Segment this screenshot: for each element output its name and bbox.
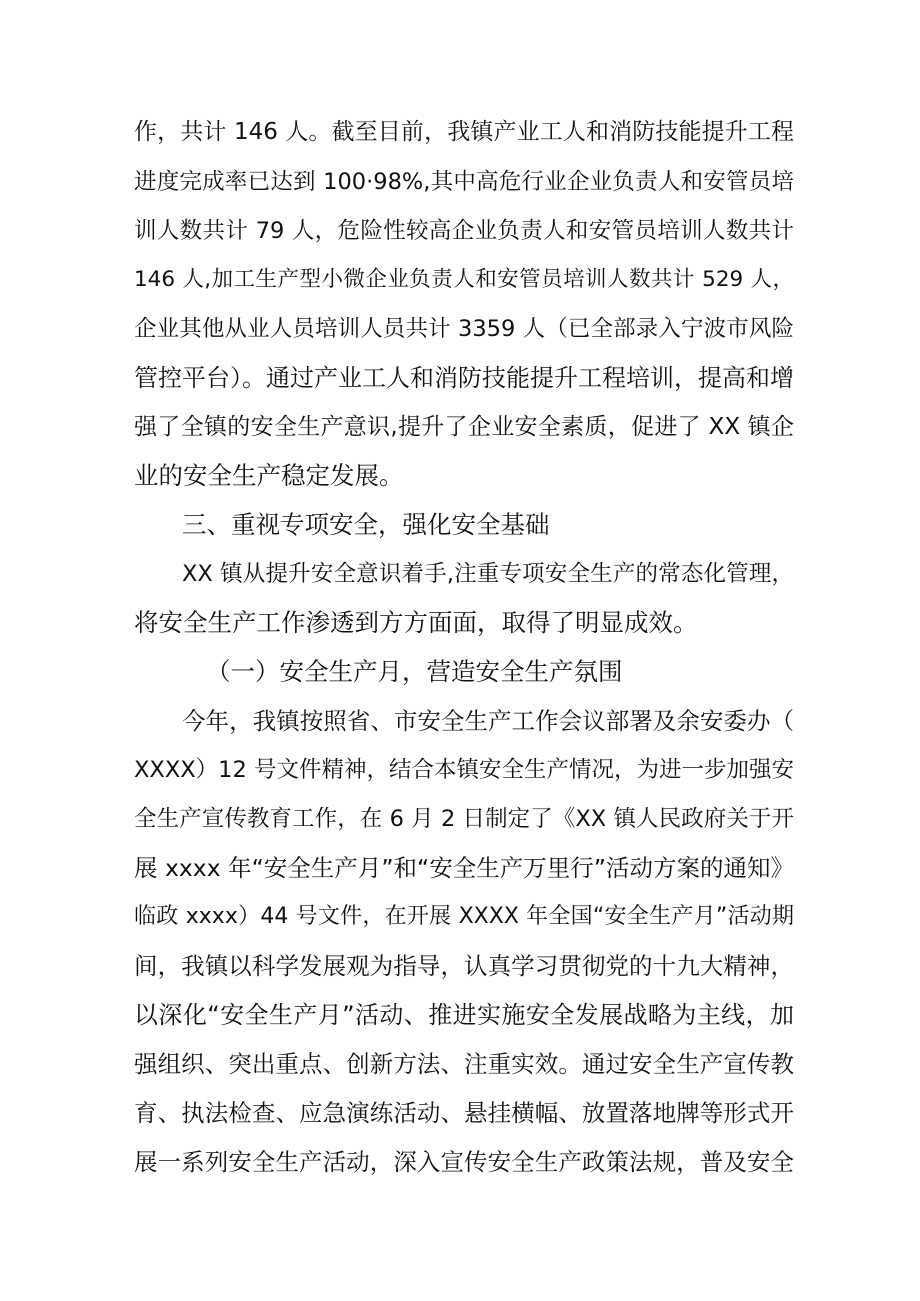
subsection-heading: （一）安全生产月，营造安全生产氛围: [206, 657, 623, 686]
text-line: 全生产宣传教育工作，在 6 月 2 日制定了《XX 镇人民政府关于开: [134, 806, 794, 832]
text-line: 训人数共计 79 人，危险性较高企业负责人和安管员培训人数共计: [134, 218, 794, 244]
text-line: 作，共计 146 人。截至目前，我镇产业工人和消防技能提升工程: [134, 119, 794, 145]
text-line: 临政 xxxx）44 号文件，在开展 XXXX 年全国“安全生产月”活动期: [134, 904, 794, 929]
text-line: 展一系列安全生产活动，深入宣传安全生产政策法规，普及安全: [134, 1148, 794, 1176]
text-line: XXXX）12 号文件精神，结合本镇安全生产情况，为进一步加强安: [134, 757, 794, 783]
text-line: 146 人,加工生产型小微企业负责人和安管员培训人数共计 529 人，: [134, 267, 794, 292]
text-line: 以深化“安全生产月”活动、推进实施安全发展战略为主线，加: [134, 1001, 794, 1029]
text-line: 管控平台）。通过产业工人和消防技能提升工程培训，提高和增: [134, 364, 794, 392]
section-heading: 三、重视专项安全，强化安全基础: [182, 510, 550, 539]
text-line: 展 xxxx 年“安全生产月”和“安全生产万里行”活动方案的通知》: [134, 854, 794, 882]
text-line: 进度完成率已达到 100·98%,其中高危行业企业负责人和安管员培: [134, 169, 794, 195]
text-line: 企业其他从业人员培训人员共计 3359 人（已全部录入宁波市风险: [134, 316, 794, 342]
text-line: XX 镇从提升安全意识着手,注重专项安全生产的常态化管理，: [182, 561, 794, 587]
text-line: 今年，我镇按照省、市安全生产工作会议部署及余安委办（: [182, 707, 794, 735]
text-line: 强组织、突出重点、创新方法、注重实效。通过安全生产宣传教: [134, 1050, 794, 1078]
text-line: 将安全生产工作渗透到方方面面，取得了明显成效。: [134, 608, 698, 637]
text-line: 强了全镇的安全生产意识,提升了企业安全素质，促进了 XX 镇企: [134, 414, 794, 440]
text-line: 业的安全生产稳定发展。: [134, 461, 404, 490]
text-line: 间，我镇以科学发展观为指导，认真学习贯彻党的十九大精神，: [134, 952, 794, 980]
text-line: 育、执法检查、应急演练活动、悬挂横幅、放置落地牌等形式开: [134, 1099, 794, 1127]
